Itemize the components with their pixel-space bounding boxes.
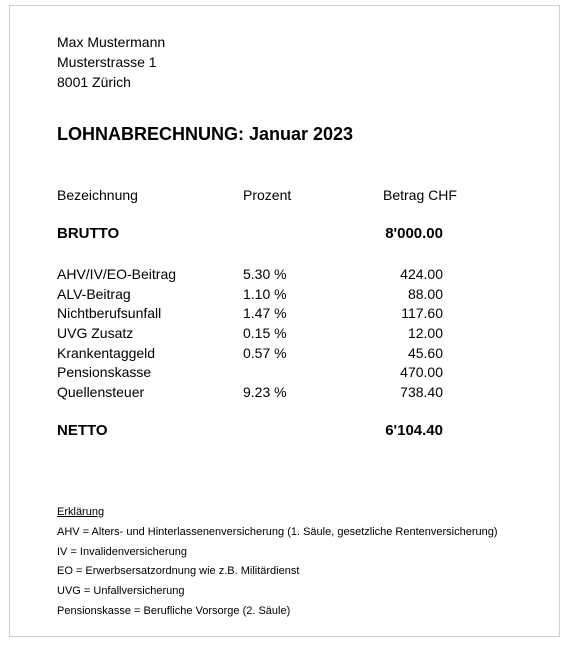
note-line: AHV = Alters- und Hinterlassenenversicherung (1. Säule, gesetzliche Rentenversicherung) <box>57 525 498 538</box>
table-header <box>57 185 457 205</box>
recipient-name: Max Mustermann <box>57 34 166 50</box>
deduction-percent: 5.30 % <box>243 266 287 282</box>
table-row <box>57 343 457 363</box>
deduction-amount: 424.00 <box>400 266 443 282</box>
deduction-percent: 1.10 % <box>243 286 287 302</box>
deduction-percent: 1.47 % <box>243 305 287 321</box>
deduction-amount: 117.60 <box>401 305 443 321</box>
deduction-amount: 45.60 <box>407 345 443 361</box>
header-percent: Prozent <box>243 187 292 203</box>
note-line: UVG = Unfallversicherung <box>57 585 185 598</box>
table-row <box>57 264 457 284</box>
header-amount: Betrag CHF <box>383 187 457 203</box>
deduction-amount: 88.00 <box>407 286 443 302</box>
table-row <box>57 323 457 343</box>
netto-row <box>57 421 457 441</box>
deduction-label: Nichtberufsunfall <box>57 305 162 321</box>
deduction-amount: 738.40 <box>400 384 443 400</box>
deduction-percent: 0.15 % <box>243 325 287 341</box>
netto-label: NETTO <box>57 422 108 439</box>
netto-amount: 6'104.40 <box>385 422 443 439</box>
note-line: EO = Erwerbsersatzordnung wie z.B. Militärdienst <box>57 565 300 578</box>
notes-heading: Erklärung <box>57 506 105 518</box>
deduction-percent: 9.23 % <box>243 384 287 400</box>
brutto-label: BRUTTO <box>57 225 120 242</box>
recipient-address <box>57 32 165 92</box>
deduction-label: UVG Zusatz <box>57 325 134 341</box>
recipient-city: 8001 Zürich <box>57 74 131 90</box>
table-row <box>57 382 457 402</box>
note-line: IV = Invalidenversicherung <box>57 545 187 558</box>
payslip-document <box>9 5 560 637</box>
recipient-street: Musterstrasse 1 <box>57 54 157 70</box>
explanation-notes <box>57 503 498 622</box>
deduction-label: Krankentaggeld <box>57 345 156 361</box>
table-row <box>57 303 457 323</box>
deduction-amount: 470.00 <box>400 364 443 380</box>
deduction-label: Quellensteuer <box>57 384 145 400</box>
brutto-row <box>57 224 457 244</box>
deduction-percent: 0.57 % <box>243 345 287 361</box>
deduction-label: Pensionskasse <box>57 364 152 380</box>
document-title: LOHNABRECHNUNG: Januar 2023 <box>57 124 354 144</box>
header-label: Bezeichnung <box>57 187 138 203</box>
deduction-amount: 12.00 <box>407 325 443 341</box>
brutto-amount: 8'000.00 <box>385 225 443 242</box>
table-row <box>57 362 457 382</box>
note-line: Pensionskasse = Berufliche Vorsorge (2. Säule) <box>57 604 291 617</box>
deduction-label: ALV-Beitrag <box>57 286 131 302</box>
deduction-label: AHV/IV/EO-Beitrag <box>57 266 177 282</box>
table-row <box>57 284 457 304</box>
